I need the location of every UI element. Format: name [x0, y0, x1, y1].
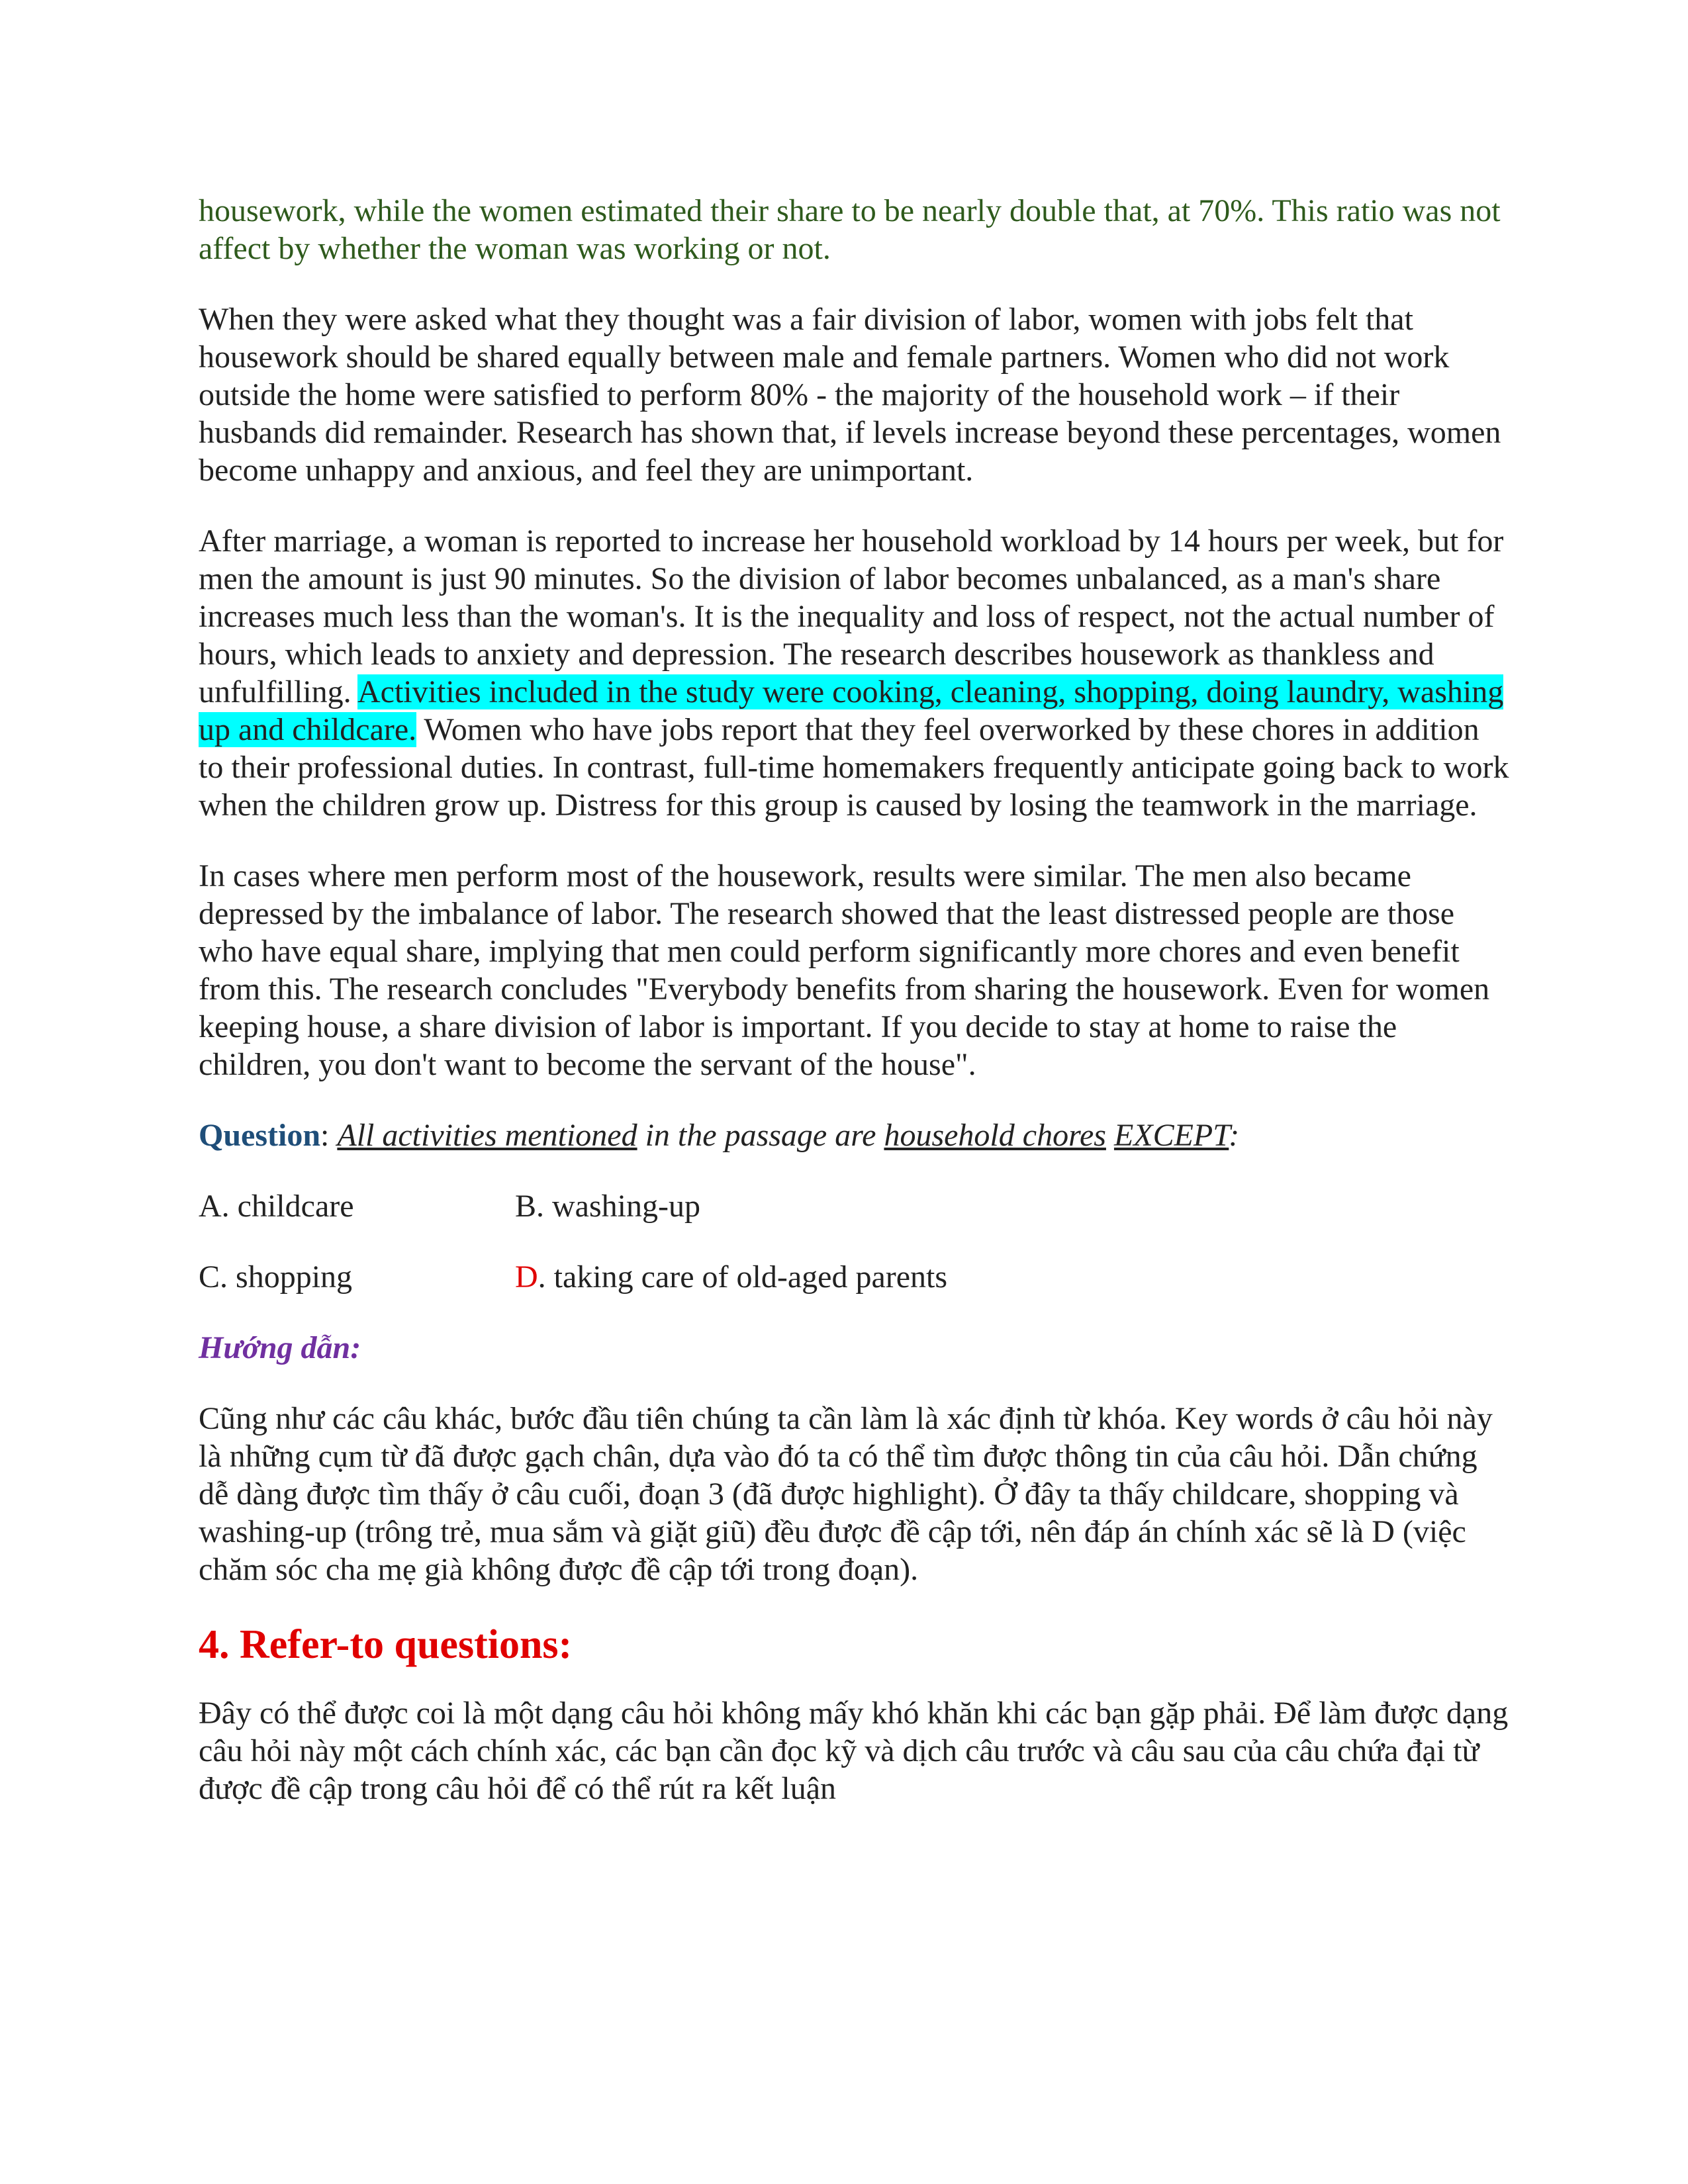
highlighted-evidence: Activities included in the study were cooking, cleaning, shopping, doing laundry, washing up and childcare. — [199, 674, 1504, 747]
document-page — [199, 192, 1509, 1807]
question-label: Question — [199, 1118, 321, 1153]
answer-options — [199, 1187, 1509, 1296]
keyword-household-chores: household chores — [884, 1118, 1106, 1153]
question-colon: : — [320, 1118, 338, 1153]
keyword-all-activities: All activities mentioned — [337, 1118, 637, 1153]
option-d-letter: D — [515, 1259, 538, 1295]
question-text-middle: in the passage are — [637, 1118, 884, 1153]
passage-paragraph-2-end: Women who have jobs report that they feel overworked by these chores in addition to their professional duties. In contrast, full-time homemakers frequently anticipate going back to work when the children grow up. Distress for this group is caused by losing the teamwork in the marriage. — [199, 712, 1509, 823]
keyword-except: EXCEPT — [1113, 1118, 1229, 1153]
section-4-body: Đây có thể được coi là một dạng câu hỏi không mấy khó khăn khi các bạn gặp phải. Để làm được dạng câu hỏi này một cách chính xác, các bạn cần đọc kỹ và dịch câu trước và câu sau của câu chứa đại từ được đề cập trong câu hỏi để có thể rút ra kết luận — [199, 1696, 1509, 1806]
question-line — [199, 1116, 1509, 1154]
option-d — [515, 1258, 1177, 1296]
passage-paragraph-0: housework, while the women estimated their share to be nearly double that, at 70%. This ratio was not affect by whether the woman was working or not. — [199, 193, 1501, 266]
option-b: B. washing-up — [515, 1189, 700, 1224]
option-a: A. childcare — [199, 1189, 354, 1224]
option-d-text: . taking care of old-aged parents — [538, 1259, 948, 1295]
section-4-heading: 4. Refer-to questions: — [199, 1622, 573, 1667]
option-c: C. shopping — [199, 1259, 353, 1295]
question-text — [337, 1118, 1239, 1153]
question-text-space — [1106, 1118, 1114, 1153]
question-text-end: : — [1229, 1118, 1240, 1153]
guide-title: Hướng dẫn: — [199, 1330, 361, 1365]
passage-paragraph-1: When they were asked what they thought was a fair division of labor, women with jobs felt that housework should be shared equally between male and female partners. Women who did not work outside the home were satisfied to perform 80% - the majority of the household work – if their husbands did remainder. Research has shown that, if levels increase beyond these percentages, women become unhappy and anxious, and feel they are unimportant. — [199, 302, 1501, 488]
passage-paragraph-2-start: After marriage, a woman is reported to increase her household workload by 14 hours per week, but for men the amount is just 90 minutes. So the division of labor becomes unbalanced, as a man's share increases much less than the woman's. It is the inequality and loss of respect, not the actual number of hours, which leads to anxiety and depression. The research describes housework as thankless and unfulfilling. — [199, 523, 1504, 709]
passage-paragraph-2 — [199, 522, 1509, 824]
guide-body: Cũng như các câu khác, bước đầu tiên chúng ta cần làm là xác định từ khóa. Key words ở câu hỏi này là những cụm từ đã được gạch chân, dựa vào đó ta có thể tìm được thông tin của câu hỏi. Dẫn chứng dễ dàng được tìm thấy ở câu cuối, đoạn 3 (đã được highlight). Ở đây ta thấy childcare, shopping và washing-up (trông trẻ, mua sắm và giặt giũ) đều được đề cập tới, nên đáp án chính xác sẽ là D (việc chăm sóc cha mẹ già không được đề cập tới trong đoạn). — [199, 1401, 1493, 1587]
passage-paragraph-3: In cases where men perform most of the housework, results were similar. The men also became depressed by the imbalance of labor. The research showed that the least distressed people are those who have equal share, implying that men could perform significantly more chores and even benefit from this. The research concludes "Everybody benefits from sharing the housework. Even for women keeping house, a share division of labor is important. If you decide to stay at home to raise the children, you don't want to become the servant of the house". — [199, 858, 1490, 1082]
